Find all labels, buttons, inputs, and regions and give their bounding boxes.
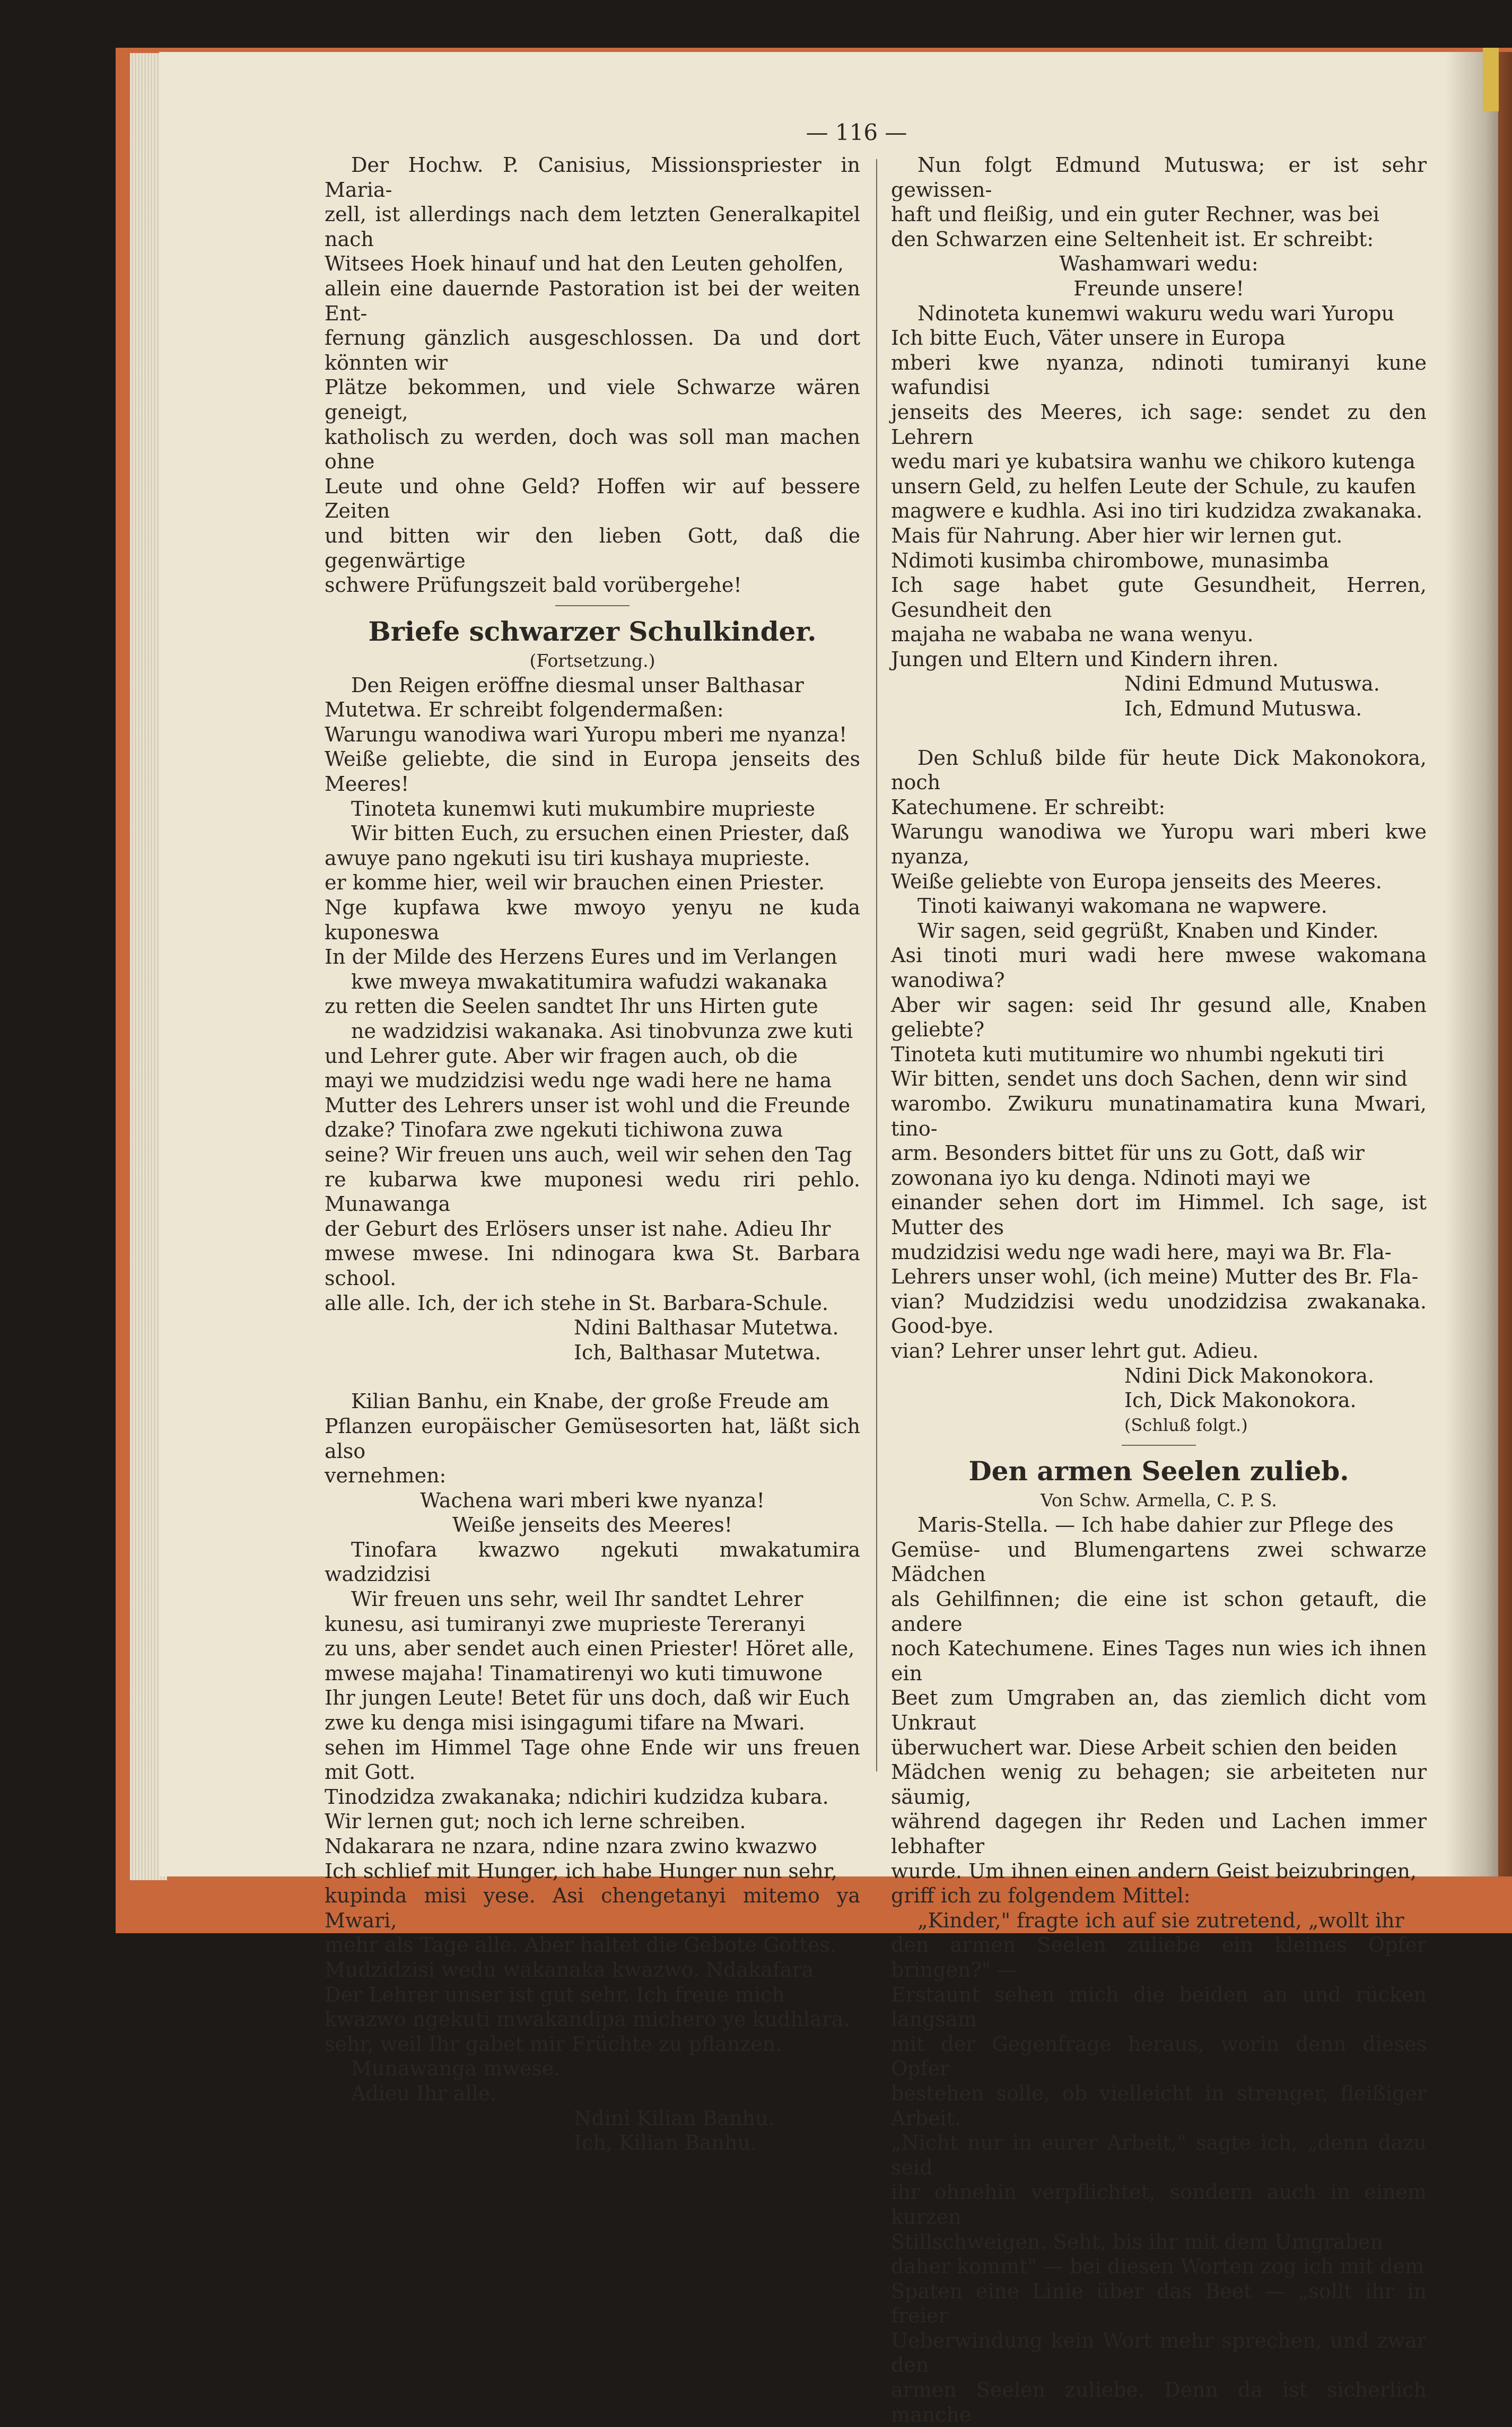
story-paragraph [891,1513,1427,2427]
text-line: Warungu wanodiwa wari Yuropu mberi me nyanza! [325,722,847,746]
text-line: mberi kwe nyanza, ndinoti tumiranyi kune wafundisi [891,351,1427,399]
text-line: daher kommt" — bei diesen Worten zog ich mit dem [891,2255,1424,2278]
text-line: kupinda misi yese. Asi chengetanyi mitemo ya Mwari, [325,1884,860,1932]
text-line: schwere Prüfungszeit bald vorübergehe! [325,573,742,597]
text-line: Stillschweigen. Seht, bis ihr mit dem Umgraben [891,2230,1383,2254]
text-line: bestehen solle, ob vielleicht in strenger, fleißiger Arbeit. [891,2081,1427,2130]
text-line: mehr als Tage alle. Aber haltet die Gebote Gottes. [325,1933,836,1957]
text-line: Erstaunt sehen mich die beiden an und rücken langsam [891,1983,1427,2031]
text-line: Weiße geliebte von Europa jenseits des Meeres. [891,869,1382,893]
text-line: Mutter des Lehrers unser ist wohl und die Freunde [325,1093,851,1117]
text-line: ihr ohnehin verpflichtet, sondern auch in einem kurzen [891,2180,1427,2229]
article-author: Von Schw. Armella, C. P. S. [1041,1490,1277,1511]
signature-line: Ndini Kilian Banhu. [574,2106,775,2130]
text-line: Ich bitte Euch, Väter unsere in Europa [891,326,1286,350]
text-line: Tinoti kaiwanyi wakomana ne wapwere. [917,894,1327,918]
text-line: Tinoteta kuti mutitumire wo nhumbi ngekuti tiri [891,1042,1384,1066]
text-line: als Gehilfinnen; die eine ist schon getauft, die andere [891,1587,1427,1636]
text-line: Aber wir sagen: seid Ihr gesund alle, Knaben geliebte? [891,993,1427,1042]
letter-edmund [891,153,1427,721]
text-line: Wir lernen gut; noch ich lerne schreiben. [325,1810,746,1834]
text-line: Mutetwa. Er schreibt folgendermaßen: [325,698,724,722]
text-line: kwazwo ngekuti mwakandipa michero ye kudhlara. [325,2007,850,2031]
text-line: Leute und ohne Geld? Hoffen wir auf bessere Zeiten [325,474,860,523]
text-line: Wachena wari mberi kwe nyanza! [420,1488,765,1512]
text-line: haft und fleißig, und ein guter Rechner, was bei [891,203,1379,226]
text-line: während dagegen ihr Reden und Lachen immer lebhafter [891,1810,1427,1858]
text-line: „Kinder," fragte ich auf sie zutretend, „wollt ihr [917,1908,1404,1932]
letter-kilian [325,1389,860,2155]
text-line: arm. Besonders bittet für uns zu Gott, daß wir [891,1141,1365,1165]
text-line: Kilian Banhu, ein Knabe, der große Freude am [351,1390,829,1413]
text-line: mayi we mudzidzisi wedu nge wadi here ne hama [325,1069,832,1093]
text-line: Der Lehrer unser ist gut sehr. Ich freue mich [325,1983,785,2006]
text-line: Ich sage habet gute Gesundheit, Herren, Gesundheit den [891,573,1427,622]
text-line: Maris-Stella. — Ich habe dahier zur Pflege des [917,1513,1394,1537]
text-line: Wir bitten, sendet uns doch Sachen, denn wir sind [891,1067,1408,1091]
text-line: Asi tinoti muri wadi here mwese wakomana wanodiwa? [891,944,1427,992]
text-line: mit der Gegenfrage heraus, worin denn dieses Opfer [891,2032,1427,2081]
text-line: Den Schluß bilde für heute Dick Makonokora, noch [891,746,1427,795]
text-line: ne wadzidzisi wakanaka. Asi tinobvunza zwe kuti [351,1019,853,1043]
spacer [891,721,1427,746]
text-line: Weiße jenseits des Meeres! [452,1513,732,1537]
text-line: Tinodzidza zwakanaka; ndichiri kudzidza kubara. [325,1785,829,1809]
text-line: Pflanzen europäischer Gemüsesorten hat, läßt sich also [325,1414,860,1463]
intro-paragraph [325,153,860,598]
text-line: dzake? Tinofara zwe ngekuti tichiwona zuwa [325,1118,783,1142]
bookmark-ribbon [1483,48,1499,111]
text-line: unsern Geld, zu helfen Leute der Schule, zu kaufen [891,474,1416,498]
text-line: Nge kupfawa kwe mwoyo yenyu ne kuda kuponeswa [325,896,860,944]
spacer [325,1365,860,1389]
text-line: Wir bitten Euch, zu ersuchen einen Priester, daß [351,822,850,845]
text-line: Washamwari wedu: [1059,252,1258,276]
text-line: Munawanga mwese. [351,2057,561,2081]
column-rule [876,159,877,1771]
text-line: zwe ku denga misi isingagumi tifare na Mwari. [325,1711,805,1735]
text-line: Tinofara kwazwo ngekuti mwakatumira wadzidzisi [325,1538,860,1586]
text-line: allein eine dauernde Pastoration ist bei der weiten Ent- [325,276,860,325]
left-column [325,153,860,2155]
text-line: Gemüse- und Blumengartens zwei schwarze Mädchen [891,1538,1427,1586]
signature-line: Ich, Dick Makonokora. [1124,1389,1357,1412]
text-line: und bitten wir den lieben Gott, daß die gegenwärtige [325,523,860,572]
signature-line: Ndini Edmund Mutuswa. [1124,672,1380,696]
text-line: einander sehen dort im Himmel. Ich sage, ist Mutter des [891,1191,1427,1239]
text-line: re kubarwa kwe muponesi wedu riri pehlo. Munawanga [325,1167,860,1216]
text-line: Der Hochw. P. Canisius, Missionspriester in Maria- [325,153,860,202]
gutter-shadow [1445,52,1512,1876]
text-line: mudzidzisi wedu nge wadi here, mayi wa Br. Fla- [891,1240,1392,1264]
letter-balthasar [325,673,860,1365]
text-line: Freunde unsere! [1073,276,1244,300]
text-line: armen Seelen zuliebe. Denn da ist sicherlich manche [891,2378,1427,2426]
text-line: sehen im Himmel Tage ohne Ende wir uns freuen mit Gott. [325,1735,860,1784]
text-line: sehr, weil Ihr gabet mir Früchte zu pflanzen. [325,2032,782,2056]
article-subtitle: (Fortsetzung.) [529,650,656,671]
article-title-2: Den armen Seelen zulieb. [968,1455,1349,1487]
text-line: mwese mwese. Ini ndinogara kwa St. Barbara school. [325,1242,860,1290]
text-line: Beet zum Umgraben an, das ziemlich dicht vom Unkraut [891,1686,1427,1735]
text-line: fernung gänzlich ausgeschlossen. Da und dort könnten wir [325,326,860,374]
text-line: vian? Lehrer unser lehrt gut. Adieu. [891,1339,1259,1363]
text-line: zell, ist allerdings nach dem letzten Generalkapitel nach [325,203,860,251]
text-line: Mais für Nahrung. Aber hier wir lernen gut. [891,523,1343,547]
text-line: Nun folgt Edmund Mutuswa; er ist sehr gewissen- [891,153,1427,202]
text-line: überwuchert war. Diese Arbeit schien den beiden [891,1735,1397,1759]
text-line: vian? Mudzidzisi wedu unodzidzisa zwakanaka. Good-bye. [891,1289,1427,1338]
text-line: Weiße geliebte, die sind in Europa jenseits des Meeres! [325,747,860,796]
text-line: awuye pano ngekuti isu tiri kushaya muprieste. [325,846,810,870]
text-line: jenseits des Meeres, ich sage: sendet zu den Lehrern [891,400,1427,449]
text-line: Ich schlief mit Hunger, ich habe Hunger nun sehr, [325,1859,837,1883]
text-line: Jungen und Eltern und Kindern ihren. [891,647,1279,671]
text-line: Ndimoti kusimba chirombowe, munasimba [891,548,1330,572]
text-line: Mädchen wenig zu behagen; sie arbeiteten nur säumig, [891,1760,1427,1809]
text-line: majaha ne wababa ne wana wenyu. [891,623,1254,647]
text-line: Plätze bekommen, und viele Schwarze wären geneigt, [325,376,860,424]
text-line: „Nicht nur in eurer Arbeit," sagte ich, „denn dazu seid [891,2131,1427,2179]
right-column [891,153,1427,2427]
text-line: und Lehrer gute. Aber wir fragen auch, ob die [325,1044,798,1068]
signature-line: Ndini Dick Makonokora. [1124,1364,1375,1387]
text-line: Witsees Hoek hinauf und hat den Leuten geholfen, [325,252,844,276]
divider [555,605,630,606]
text-line: er komme hier, weil wir brauchen einen Priester. [325,871,825,895]
text-line: noch Katechumene. Eines Tages nun wies ich ihnen ein [891,1637,1427,1685]
text-line: der Geburt des Erlösers unser ist nahe. Adieu Ihr [325,1217,831,1241]
letter-dick [891,746,1427,1438]
text-line: Ueberwindung kein Wort mehr sprechen, und zwar den [891,2328,1427,2377]
text-line: Den Reigen eröffne diesmal unser Balthasar [351,673,804,697]
signature-line: Ich, Kilian Banhu. [574,2131,757,2155]
text-line: alle alle. Ich, der ich stehe in St. Barbara-Schule. [325,1291,828,1315]
text-line: zu retten die Seelen sandtet Ihr uns Hirten gute [325,994,818,1018]
text-line: vernehmen: [325,1464,447,1488]
text-line: zu uns, aber sendet auch einen Priester! Höret alle, [325,1637,855,1661]
signature-line: Ich, Balthasar Mutetwa. [574,1340,821,1364]
text-line: seine? Wir freuen uns auch, weil wir sehen den Tag [325,1142,852,1166]
text-line: Ndakarara ne nzara, ndine nzara zwino kwazwo [325,1835,817,1858]
page-number: — 116 — [806,119,907,145]
text-line: Katechumene. Er schreibt: [891,795,1166,819]
text-line: Wir sagen, seid gegrüßt, Knaben und Kinder. [917,919,1379,942]
text-line: Spaten eine Linie über das Beet — „sollt ihr in freier [891,2279,1427,2328]
continued-note: (Schluß folgt.) [1124,1415,1248,1435]
text-line: Adieu Ihr alle. [351,2081,497,2105]
text-line: magwere e kudhla. Asi ino tiri kudzidza zwakanaka. [891,499,1423,523]
text-line: den armen Seelen zuliebe ein kleines Opfer bringen?" — [891,1933,1427,1981]
text-line: Lehrers unser wohl, (ich meine) Mutter des Br. Fla- [891,1265,1419,1289]
text-line: warombo. Zwikuru munatinamatira kuna Mwari, tino- [891,1092,1427,1140]
text-line: katholisch zu werden, doch was soll man machen ohne [325,425,860,474]
text-line: Ihr jungen Leute! Betet für uns doch, daß wir Euch [325,1686,850,1710]
divider [1122,1445,1196,1446]
text-line: Warungu wanodiwa we Yuropu wari mberi kwe nyanza, [891,820,1427,869]
text-line: griff ich zu folgendem Mittel: [891,1884,1191,1908]
text-line: wurde. Um ihnen einen andern Geist beizubringen, [891,1859,1417,1883]
text-line: wedu mari ye kubatsira wanhu we chikoro kutenga [891,450,1415,474]
signature-line: Ndini Balthasar Mutetwa. [574,1316,839,1340]
signature-line: Ich, Edmund Mutuswa. [1124,697,1362,721]
text-line: Wir freuen uns sehr, weil Ihr sandtet Lehrer [351,1587,803,1611]
text-line: kwe mweya mwakatitumira wafudzi wakanaka [351,970,828,993]
text-line: mwese majaha! Tinamatirenyi wo kuti timuwone [325,1661,823,1685]
text-line: kunesu, asi tumiranyi zwe muprieste Tereranyi [325,1612,806,1636]
article-title: Briefe schwarzer Schulkinder. [368,615,817,647]
text-line: Ndinoteta kunemwi wakuru wedu wari Yuropu [917,301,1395,325]
text-line: den Schwarzen eine Seltenheit ist. Er schreibt: [891,227,1374,251]
text-line: zowonana iyo ku denga. Ndinoti mayi we [891,1166,1311,1190]
text-line: Mudzidzisi wedu wakanaka kwazwo. Ndakafara [325,1958,814,1981]
text-line: In der Milde des Herzens Eures und im Verlangen [325,945,837,969]
text-line: Tinoteta kunemwi kuti mukumbire muprieste [351,797,816,820]
